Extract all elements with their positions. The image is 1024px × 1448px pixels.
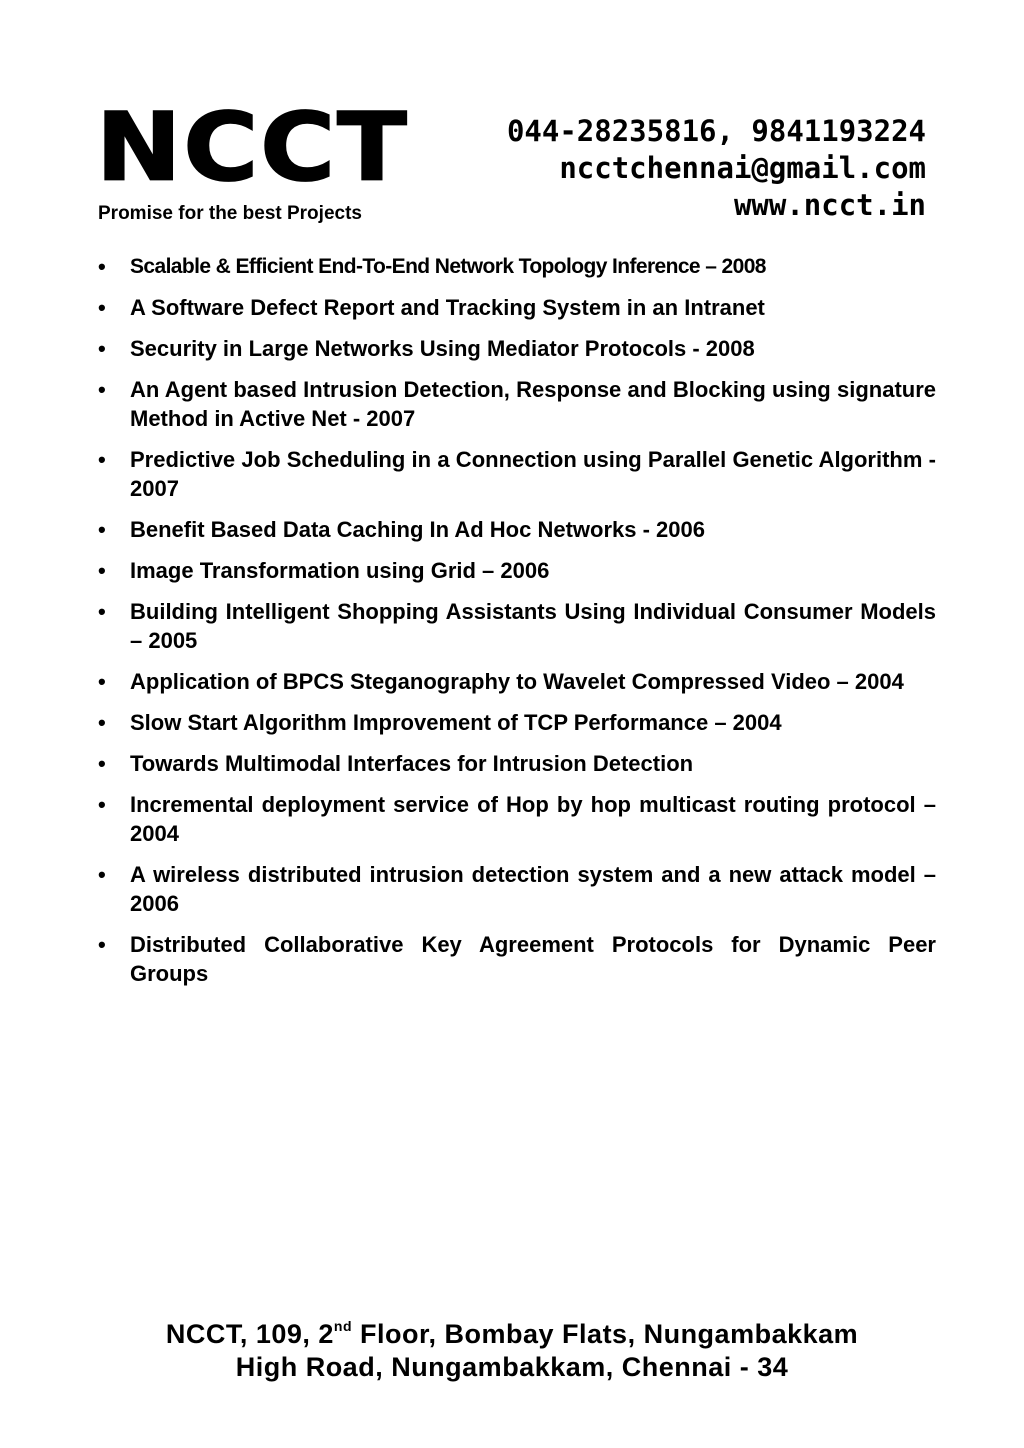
bullet-icon: • [98, 599, 106, 624]
list-item [96, 597, 936, 655]
list-item [96, 749, 936, 778]
list-item [96, 334, 936, 363]
ordinal-suffix: nd [333, 1318, 353, 1334]
project-title: An Agent based Intrusion Detection, Response and Blocking using signature Method in Active Net - 2007 [130, 377, 936, 431]
contact-block [446, 113, 926, 224]
project-title: Towards Multimodal Interfaces for Intrusion Detection [130, 751, 694, 776]
list-item [96, 930, 936, 988]
bullet-icon: • [98, 932, 106, 957]
address-line-2: High Road, Nungambakkam, Chennai - 34 [235, 1352, 789, 1382]
bullet-icon: • [98, 751, 106, 776]
list-item [96, 445, 936, 503]
bullet-icon: • [98, 295, 106, 320]
project-title: Scalable & Efficient End-To-End Network Topology Inference – 2008 [130, 255, 766, 278]
bullet-icon: • [98, 447, 106, 472]
address-footer [0, 1318, 1024, 1384]
project-title: Application of BPCS Steganography to Wavelet Compressed Video – 2004 [130, 669, 904, 694]
project-title: Building Intelligent Shopping Assistants Using Individual Consumer Models – 2005 [130, 599, 936, 653]
list-item [96, 293, 936, 322]
bullet-icon: • [98, 254, 106, 279]
project-title: Security in Large Networks Using Mediator Protocols - 2008 [130, 336, 755, 361]
project-list [96, 252, 936, 1000]
bullet-icon: • [98, 862, 106, 887]
bullet-icon: • [98, 710, 106, 735]
page-header [0, 0, 1024, 240]
list-item [96, 790, 936, 848]
email-address: ncctchennai@gmail.com [559, 151, 926, 185]
tagline: Promise for the best Projects [98, 203, 362, 224]
address-line-1-start: NCCT, 109, 2 [165, 1319, 334, 1349]
list-item [96, 515, 936, 544]
address-line-1-end: Floor, Bombay Flats, Nungambakkam [352, 1319, 859, 1349]
bullet-icon: • [98, 517, 106, 542]
website-url: www.ncct.in [733, 188, 926, 222]
list-item [96, 708, 936, 737]
phone-numbers: 044-28235816, 9841193224 [506, 114, 926, 148]
bullet-icon: • [98, 792, 106, 817]
project-title: Image Transformation using Grid – 2006 [130, 558, 550, 583]
project-title: Benefit Based Data Caching In Ad Hoc Networks - 2006 [130, 517, 705, 542]
ncct-logo: NCCT [96, 92, 409, 203]
list-item [96, 252, 936, 281]
project-title: Distributed Collaborative Key Agreement Protocols for Dynamic Peer Groups [130, 932, 936, 986]
bullet-icon: • [98, 377, 106, 402]
project-title: Predictive Job Scheduling in a Connection using Parallel Genetic Algorithm - 2007 [130, 447, 936, 501]
bullet-icon: • [98, 336, 106, 361]
list-item [96, 667, 936, 696]
bullet-icon: • [98, 558, 106, 583]
project-title: Incremental deployment service of Hop by hop multicast routing protocol – 2004 [130, 792, 936, 846]
project-title: A wireless distributed intrusion detection system and a new attack model – 2006 [130, 862, 936, 916]
list-item [96, 556, 936, 585]
address-line-1 [0, 1318, 1024, 1351]
project-title: Slow Start Algorithm Improvement of TCP Performance – 2004 [130, 710, 782, 735]
list-item [96, 860, 936, 918]
bullet-icon: • [98, 669, 106, 694]
project-title: A Software Defect Report and Tracking System in an Intranet [130, 295, 765, 320]
list-item [96, 375, 936, 433]
